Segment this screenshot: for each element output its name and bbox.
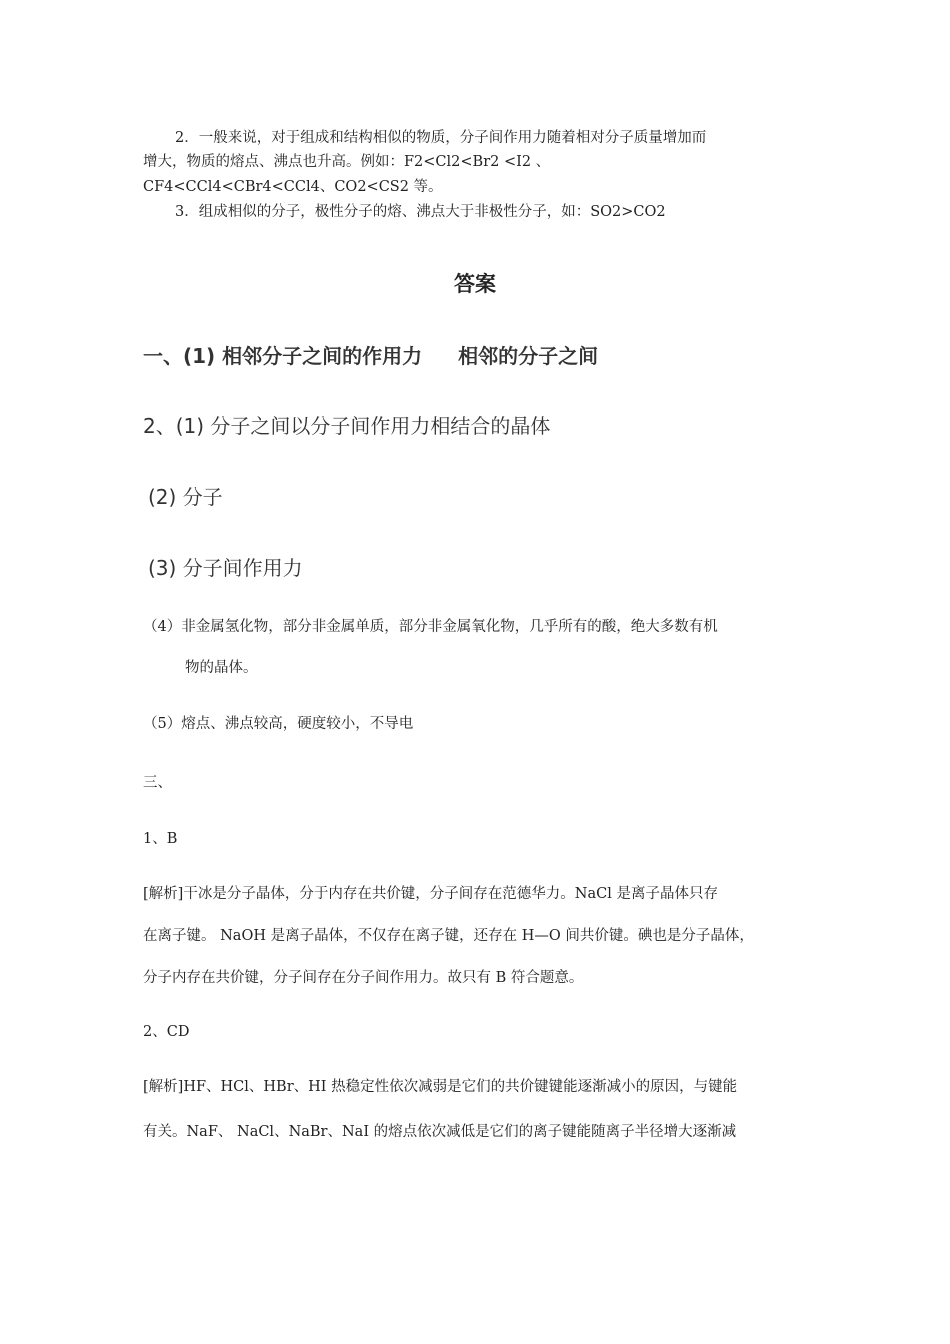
answer-1-analysis-line-3: 分子内存在共价键，分子间存在分子间作用力。故只有 B 符合题意。 — [143, 970, 584, 986]
note-item-2-line-1: 2．一般来说，对于组成和结构相似的物质，分子间作用力随着相对分子质量增加而 — [175, 130, 707, 146]
section-2-q4-line-1: （4）非金属氢化物，部分非金属单质，部分非金属氧化物，几乎所有的酸，绝大多数有机 — [143, 619, 718, 635]
section-2-q5: （5）熔点、沸点较高，硬度较小，不导电 — [143, 716, 414, 732]
section-2-q2: (2) 分子 — [148, 485, 223, 509]
answer-2-analysis-line-2: 有关。NaF、 NaCl、NaBr、NaI 的熔点依次减低是它们的离子键能随离子半径增大逐渐减 — [143, 1124, 737, 1140]
answer-title: 答案 — [454, 272, 496, 296]
section-3-answer-1: 1、B — [143, 831, 178, 847]
section-2-q4-line-2: 物的晶体。 — [185, 660, 258, 676]
note-item-2-line-3: CF4<CCl4<CBr4<CCl4、CO2<CS2 等。 — [143, 179, 443, 195]
section-3-heading: 三、 — [143, 775, 172, 791]
section-2-q3: (3) 分子间作用力 — [148, 556, 303, 580]
section-3-answer-2: 2、CD — [143, 1024, 190, 1040]
answer-2-analysis-line-1: [解析]HF、HCl、HBr、HI 热稳定性依次减弱是它们的共价键键能逐渐减小的原因，与键能 — [143, 1079, 738, 1095]
section-1-label: 一、(1) 相邻分子之间的作用力 — [143, 344, 423, 368]
answer-1-analysis-line-1: [解析]干冰是分子晶体，分于内存在共价键，分子间存在范德华力。NaCl 是离子晶体只存 — [143, 886, 718, 902]
section-1-answer-2: 相邻的分子之间 — [458, 344, 599, 368]
note-item-3: 3．组成相似的分子，极性分子的熔、沸点大于非极性分子，如：SO2>CO2 — [175, 204, 666, 220]
section-1-answer — [143, 340, 598, 369]
answer-1-analysis-line-2: 在离子键。 NaOH 是离子晶体，不仅存在离子键，还存在 H—O 间共价键。碘也是分子晶体， — [143, 928, 754, 944]
note-item-2-line-2: 增大，物质的熔点、沸点也升高。例如：F2<Cl2<Br2 <I2 、 — [143, 154, 551, 170]
section-2-q1: 2、(1) 分子之间以分子间作用力相结合的晶体 — [143, 414, 551, 438]
